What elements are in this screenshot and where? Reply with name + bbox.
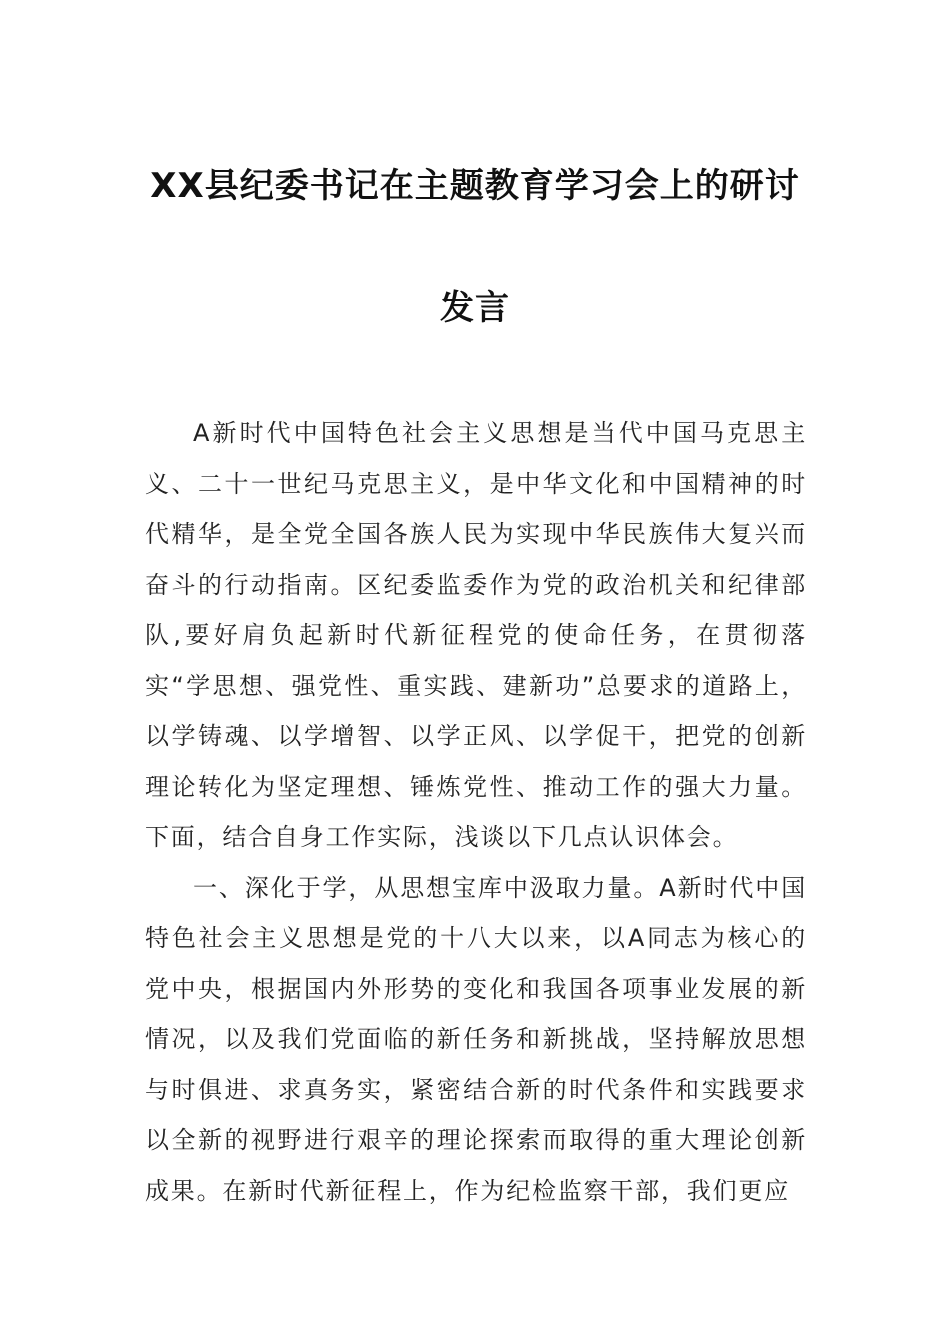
paragraph-section-1: 一、深化于学，从思想宝库中汲取力量。A新时代中国特色社会主义思想是党的十八大以来，以A同志为核心的党中央，根据国内外形势的变化和我国各项事业发展的新情况，以及我们党面临的新任务和新挑战，坚持解放思想与时俱进、求真务实，紧密结合新的时代条件和实践要求以全新的视野进行艰辛的理论探索而取得的重大理论创新成果。在新时代新征程上，作为纪检监察干部，我们更应 <box>145 873 807 1205</box>
document-title-line-1: XX县纪委书记在主题教育学习会上的研讨 <box>150 166 800 206</box>
document-body <box>145 408 807 1216</box>
paragraph-intro: A新时代中国特色社会主义思想是当代中国马克思主义、二十一世纪马克思主义，是中华文化和中国精神的时代精华，是全党全国各族人民为实现中华民族伟大复兴而奋斗的行动指南。区纪委监委作为党的政治机关和纪律部队,要好肩负起新时代新征程党的使命任务，在贯彻落实“学思想、强党性、重实践、建新功”总要求的道路上，以学铸魂、以学增智、以学正风、以学促干，把党的创新理论转化为坚定理想、锤炼党性、推动工作的强大力量。下面，结合自身工作实际，浅谈以下几点认识体会。 <box>145 419 807 851</box>
document-title-line-2: 发言 <box>440 288 510 328</box>
